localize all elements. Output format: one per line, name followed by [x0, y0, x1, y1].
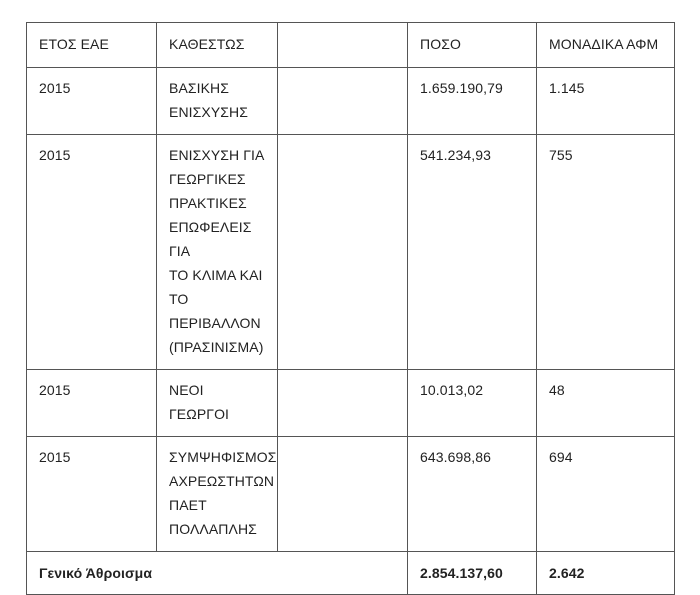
regime-line: ΠΡΑΚΤΙΚΕΣ — [169, 195, 247, 211]
header-year: ΕΤΟΣ ΕΑΕ — [27, 23, 157, 68]
header-empty — [278, 23, 408, 68]
cell-regime — [157, 370, 278, 437]
header-regime: ΚΑΘΕΣΤΩΣ — [157, 23, 278, 68]
total-label: Γενικό Άθροισμα — [27, 552, 408, 595]
regime-line: ΕΝΙΣΧΥΣΗ ΓΙΑ — [169, 147, 265, 163]
regime-line: ΕΠΩΦΕΛΕΙΣ ΓΙΑ — [169, 219, 252, 259]
cell-regime — [157, 68, 278, 135]
cell-empty — [278, 370, 408, 437]
regime-line: ΤΟ ΚΛΙΜΑ ΚΑΙ ΤΟ — [169, 267, 263, 307]
cell-afm: 694 — [537, 437, 675, 552]
cell-regime — [157, 135, 278, 370]
payments-table — [26, 22, 675, 595]
cell-amount: 541.234,93 — [408, 135, 537, 370]
table-row — [27, 370, 675, 437]
cell-afm: 755 — [537, 135, 675, 370]
table-row — [27, 135, 675, 370]
cell-amount: 1.659.190,79 — [408, 68, 537, 135]
cell-amount: 10.013,02 — [408, 370, 537, 437]
regime-line: ΠΟΛΛΑΠΛΗΣ — [169, 521, 257, 537]
cell-empty — [278, 135, 408, 370]
cell-year: 2015 — [27, 370, 157, 437]
table-row — [27, 68, 675, 135]
cell-amount: 643.698,86 — [408, 437, 537, 552]
cell-empty — [278, 68, 408, 135]
table-container — [26, 22, 675, 595]
total-amount: 2.854.137,60 — [408, 552, 537, 595]
cell-afm: 1.145 — [537, 68, 675, 135]
regime-line: ΕΝΙΣΧΥΣΗΣ — [169, 104, 248, 120]
cell-year: 2015 — [27, 68, 157, 135]
regime-line: ΝΕΟΙ ΓΕΩΡΓΟΙ — [169, 382, 230, 422]
regime-line: ΣΥΜΨΗΦΙΣΜΟΣ — [169, 449, 277, 465]
cell-afm: 48 — [537, 370, 675, 437]
header-amount: ΠΟΣΟ — [408, 23, 537, 68]
header-unique-afm: ΜΟΝΑΔΙΚΑ ΑΦΜ — [537, 23, 675, 68]
regime-line: ΠΕΡΙΒΑΛΛΟΝ — [169, 315, 261, 331]
table-body — [27, 68, 675, 552]
cell-regime — [157, 437, 278, 552]
total-row — [27, 552, 675, 595]
cell-year: 2015 — [27, 135, 157, 370]
regime-line: ΠΑΕΤ — [169, 497, 207, 513]
cell-empty — [278, 437, 408, 552]
table-header-row — [27, 23, 675, 68]
regime-line: ΑΧΡΕΩΣΤΗΤΩΝ — [169, 473, 275, 489]
regime-line: ΓΕΩΡΓΙΚΕΣ — [169, 171, 246, 187]
total-afm: 2.642 — [537, 552, 675, 595]
regime-line: (ΠΡΑΣΙΝΙΣΜΑ) — [169, 339, 264, 355]
table-row — [27, 437, 675, 552]
regime-line: ΒΑΣΙΚΗΣ — [169, 80, 230, 96]
cell-year: 2015 — [27, 437, 157, 552]
